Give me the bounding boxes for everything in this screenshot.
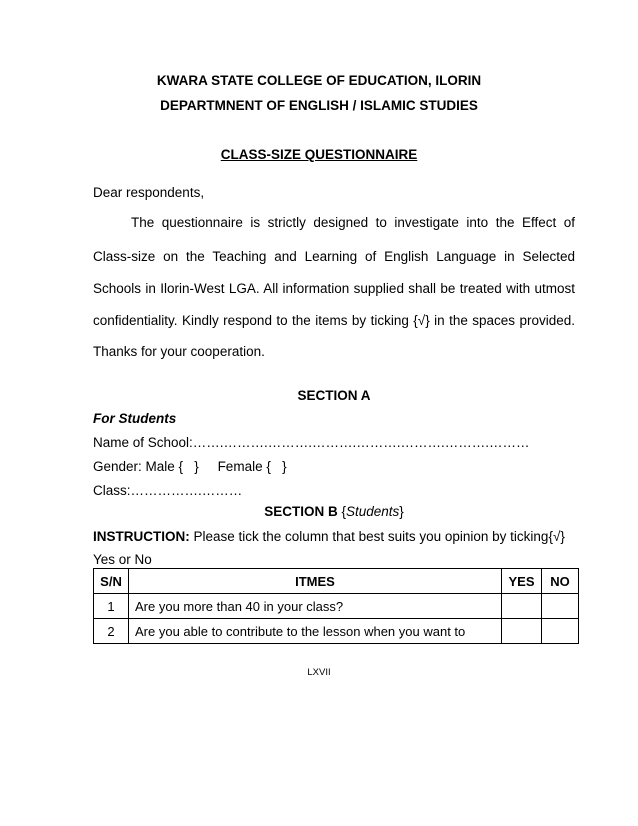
letter-line-3: Schools in Ilorin-West LGA. All information supplied shall be treated with utmost xyxy=(93,281,575,296)
table-header-row xyxy=(94,569,579,594)
section-a-subheading: For Students xyxy=(93,411,177,426)
instruction-line-2: Yes or No xyxy=(93,552,152,567)
letter-line-1: The questionnaire is strictly designed to investigate into the Effect of xyxy=(131,215,575,230)
row-sn: 2 xyxy=(94,619,129,644)
instruction-text: Please tick the column that best suits you opinion by ticking{√} xyxy=(189,529,565,544)
instruction-label: INSTRUCTION: xyxy=(93,529,190,544)
page-number: LXVII xyxy=(307,667,331,678)
header-items: ITMES xyxy=(129,569,502,594)
header-yes: YES xyxy=(502,569,542,594)
letter-line-4: confidentiality. Kindly respond to the items by ticking {√} in the spaces provided. xyxy=(93,313,575,328)
class-field[interactable]: Class:…………….……… xyxy=(93,483,243,498)
section-b-heading-italic: Students xyxy=(345,504,400,519)
questionnaire-title: CLASS-SIZE QUESTIONNAIRE xyxy=(220,147,418,162)
section-b-heading-close: } xyxy=(399,504,404,519)
yes-cell[interactable] xyxy=(502,594,542,619)
row-item: Are you able to contribute to the lesson when you want to xyxy=(129,619,502,644)
salutation: Dear respondents, xyxy=(93,185,205,200)
header-sn: S/N xyxy=(94,569,129,594)
gender-field[interactable]: Gender: Male { } Female { } xyxy=(93,459,287,474)
questions-table xyxy=(93,568,579,644)
instruction xyxy=(93,529,577,544)
letter-line-2: Class-size on the Teaching and Learning of English Language in Selected xyxy=(93,249,575,264)
closing: Thanks for your cooperation. xyxy=(93,344,265,359)
row-sn: 1 xyxy=(94,594,129,619)
department-name: DEPARTMNENT OF ENGLISH / ISLAMIC STUDIES xyxy=(160,98,478,113)
section-b-heading-text: SECTION B xyxy=(264,504,338,519)
section-b-heading xyxy=(93,504,575,519)
school-name-field[interactable]: Name of School:…….……….……….……….……….……….……….……… xyxy=(93,435,530,450)
table-row xyxy=(94,619,579,644)
row-item: Are you more than 40 in your class? xyxy=(129,594,502,619)
section-b-heading-open: { xyxy=(341,504,346,519)
no-cell[interactable] xyxy=(542,594,579,619)
table-row xyxy=(94,594,579,619)
college-name: KWARA STATE COLLEGE OF EDUCATION, ILORIN xyxy=(156,73,482,88)
section-a-heading: SECTION A xyxy=(297,388,371,403)
no-cell[interactable] xyxy=(542,619,579,644)
yes-cell[interactable] xyxy=(502,619,542,644)
header-no: NO xyxy=(542,569,579,594)
